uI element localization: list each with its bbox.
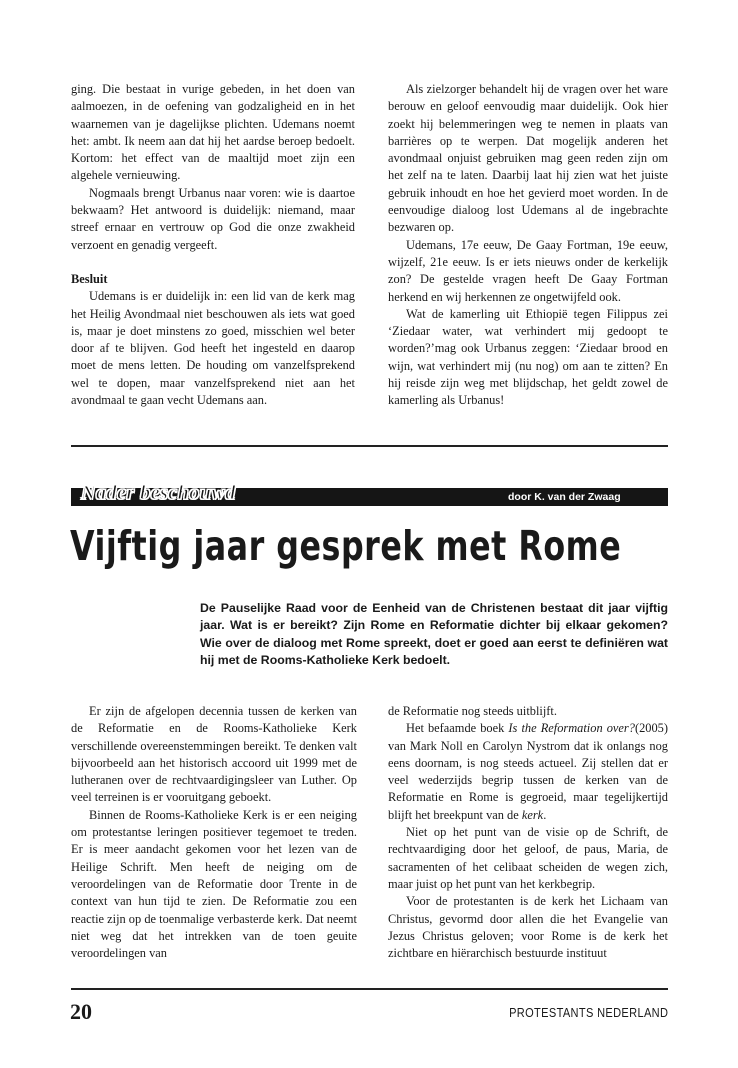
- article-headline: Vijftig jaar gesprek met Rome: [70, 522, 622, 570]
- bottom-left-column: [71, 703, 357, 962]
- footer-divider: [71, 988, 668, 990]
- text-run: Het befaamde boek: [406, 721, 509, 736]
- paragraph: Udemans is er duidelijk in: een lid van de kerk mag het Heilig Avondmaal niet beschouwen als iets wat goed is, maar je doet minstens zo goed, misschien wel beter door af te blijven. God heeft het ingesteld en daarop moet de mens letten. De houding om vanzelfsprekend wel te dopen, maar vanzelfsprekend niet aan het avondmaal te gaan vecht Udemans aan.: [71, 289, 355, 408]
- text-run: .: [543, 807, 547, 822]
- section-subheading: Besluit: [71, 271, 108, 286]
- text-run: (2005) van Mark Noll en Carolyn Nystrom dat ik onlangs nog eens doornam, is nog steeds actueel. Zij stellen dat er veel wederzijds begrip tussen de kerken van de Reformatie en Rome is gegroeid, maar tegelijkertijd blijft het breekpunt van de: [388, 721, 668, 822]
- paragraph: Wat de kamerling uit Ethiopië tegen Filippus zei ‘Ziedaar water, wat verhindert mij gedoopt te worden?’mag ook Urbanus zeggen: ‘Ziedaar brood en wijn, wat verhindert mij (nu nog) om aan te zitten? En hij reisde zijn weg met blijdschap, het geldt zowel de kamerling als Urbanus!: [388, 306, 668, 408]
- article-lead: De Pauselijke Raad voor de Eenheid van de Christenen bestaat dit jaar vijftig jaar. Wat is er bereikt? Zijn Rome en Reformatie dichter bij elkaar gekomen? Wie over de dialoog met Rome spreekt, doet er goed aan eerst te definiëren wat hij met de Rooms-Katholieke Kerk bedoelt.: [200, 601, 668, 668]
- paragraph: Er zijn de afgelopen decennia tussen de kerken van de Reformatie en de Rooms-Katholieke Kerk verschillende overeenstemmingen bereikt. Te denken valt bijvoorbeeld aan het historisch accoord uit 1999 met de lutheranen over de rechtvaardigingsleer van Luther. Op veel terreinen is er vooruitgang geboekt.: [71, 704, 357, 805]
- paragraph: Als zielzorger behandelt hij de vragen over het ware berouw en geloof eenvoudig maar duidelijk. Ook hier zoekt hij belemmeringen weg te nemen in plaats van barrières op te werpen. Dat mogelijk anderen het avondmaal onjuist gebruiken mag geen reden zijn om het zelf na te laten. Daarbij laat hij zien wat het juiste gebruik inhoudt en hoe het gevierd moet worden. In de eenvoudige dialoog lost Udemans al de ingebrachte bezwaren op.: [388, 82, 668, 235]
- top-left-column: [71, 81, 355, 409]
- paragraph: [388, 720, 668, 824]
- paragraph: ging. Die bestaat in vurige gebeden, in het doen van aalmoezen, in de oefening van godzaligheid en in het waarnemen van je dagelijkse plichten. Udemans noemt het: ambt. Ik neem aan dat hij het aardse beroep bedoelt. Kortom: het effect van de maaltijd moet zijn een algehele vernieuwing.: [71, 82, 355, 183]
- paragraph: de Reformatie nog steeds uitblijft.: [388, 704, 557, 718]
- section-banner: [71, 482, 668, 506]
- top-right-column: [388, 81, 668, 410]
- book-title: Is the Reformation over?: [508, 721, 635, 736]
- emphasis: kerk: [521, 807, 544, 822]
- bottom-right-column: [388, 703, 668, 962]
- paragraph: Udemans, 17e eeuw, De Gaay Fortman, 19e eeuw, wijzelf, 21e eeuw. Is er iets nieuws onder de kerkelijk zon? De gestelde vragen heeft De Gaay Fortman herkend en wij herkennen ze ongetwijfeld ook.: [388, 237, 668, 304]
- paragraph: Niet op het punt van de visie op de Schrift, de rechtvaardiging door het geloof, de paus, Maria, de sacramenten of het celibaat scheiden de wegen zich, maar juist op het punt van het kerkbegrip.: [388, 825, 668, 891]
- paragraph: Nogmaals brengt Urbanus naar voren: wie is daartoe bekwaam? Het antwoord is duidelijk: niemand, maar streef ernaar en vertrouw op God die onze zwakheid verzoent en genadig vergeeft.: [71, 185, 355, 252]
- paragraph: Voor de protestanten is de kerk het Lichaam van Christus, gevormd door allen die het Evangelie van Jezus Christus geloven; voor Rome is de kerk het zichtbare en hiërarchisch bestuurde instituut: [388, 894, 668, 961]
- section-title: Nader beschouwd: [81, 482, 236, 504]
- divider: [71, 445, 668, 447]
- paragraph: Binnen de Rooms-Katholieke Kerk is er een neiging om protestantse leringen positiever tegemoet te treden. Er is meer aandacht gekomen voor het lezen van de Heilige Schrift. Men heeft de neiging om de veroordelingen van de Reformatie door Trente in de context van hun tijd te zien. De Reformatie zou een reactie zijn op de toenmalige verbasterde kerk. Dat neemt niet weg dat het intrekken van de toen geuite veroordelingen van: [71, 807, 357, 961]
- publication-name: PROTESTANTS NEDERLAND: [508, 1005, 668, 1020]
- author-byline: door K. van der Zwaag: [508, 491, 621, 503]
- page-number: 20: [70, 999, 92, 1024]
